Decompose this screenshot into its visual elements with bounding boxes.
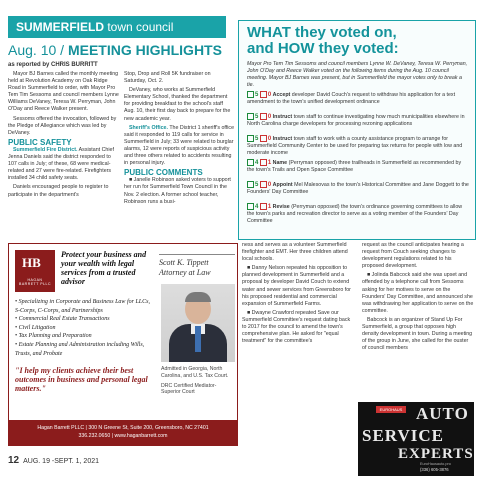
paragraph: ■ Jolinda Babcock said she was upset and offended by a telephone call from Sessoms asking for her motives to serve on the Founders' Day Committee, and announced she was withdrawing her application to serve on the committee. [362,272,474,314]
checkmark-icon [247,113,254,120]
ad-tagline: Protect your business and your wealth with legal services from a trusted advisor [61,250,147,286]
x-mark-icon [260,203,267,210]
yes-count: 5 [255,113,259,120]
paragraph: Mayor BJ Barnes called the monthly meeting held at Revolution Academy on Oak Ridge Road in Summerfield to order, with Mayor Pro Tem Tim Sessoms and council members Lynne Williams DeVaney, Teresa W. Perryman, John O'Day and Reece Walker present. [8,71,119,113]
vote-item [247,113,469,128]
article-column-middle [124,71,234,208]
paragraph: ness and serves as a volunteer Summerfield firefighter and EMT. Her three children attend local schools. [242,242,348,263]
x-mark-icon [260,159,267,166]
logo-subtitle: HAGAN BARRETT PLLC [19,278,51,286]
paragraph: Babcock is an organizer of Stand Up For Summerfield, a group that opposes high density development in town. During a meeting of the group in June, she called for the ouster of council members [362,316,473,352]
vote-text: (Perryman opposed) three trailheads in Summerfield as recommended by the town's Trails and Open Space Committee [247,159,462,173]
paragraph: Daniels encouraged people to register to participate in the department's [8,184,109,198]
section-heading: PUBLIC SAFETY [8,137,72,147]
headline-title: MEETING HIGHLIGHTS [67,42,222,58]
checkmark-icon [247,203,254,210]
eurohaus-logo: EUROHAUS [376,406,406,413]
no-count: 0 [267,181,272,188]
ad-website[interactable]: EuroHausauto.pro [420,462,451,466]
ad-headline-line: SERVICE [362,426,444,445]
vote-text: Mel Malesovas to the town's Historical Committee and Jane Doggett to the Founders' Day Committee [247,181,469,195]
page-number: 12 [8,455,20,466]
no-count: 1 [267,159,272,166]
checkmark-icon [247,159,254,166]
paragraph [8,147,120,182]
headline-date: Aug. 10 / [8,42,68,58]
inline-heading: Sheriff's Office. [129,124,168,131]
service-item: • Commercial Real Estate Transactions [15,316,110,323]
paragraph: Stop, Drop and Roll 5K fundraiser on Saturday, Oct. 2. [124,71,211,85]
section-heading: PUBLIC COMMENTS [124,168,203,178]
no-count: 0 [267,113,272,120]
section-sub: town council [104,20,174,34]
attorney-name-block [159,254,235,277]
attorney-title: Attorney at Law [159,267,211,277]
service-item: • Tax Planning and Preparation [15,333,92,340]
firm-logo [15,250,55,292]
vote-action: Name [272,159,288,166]
yes-count: 4 [255,159,259,166]
paragraph: ■ Janelle Robinson asked voters to support her run for Summerfield Town Council in the Nov. 2 election. A former school teacher, Robinson runs a busi- [124,177,231,205]
attorney-credentials [161,366,237,396]
x-mark-icon [260,91,267,98]
auto-service-ad[interactable] [358,402,474,476]
no-count: 1 [267,203,272,210]
ad-headline-line: AUTO [416,404,469,423]
vote-text: developer David Couch's request to withdraw his application for a text amendment to the town's unified development ordinance [247,91,456,105]
paragraph [124,125,234,168]
services-list [15,298,155,358]
byline: as reported by CHRIS BURRITT [8,62,98,68]
paragraph: ■ Dwayne Crawford repeated Save our Summerfield Committee's request dating back to 2017 for the council to amend the town's comprehensive plan. He asked for "equal treatment" for the committee's [242,309,351,345]
paragraph: DeVaney, who works at Summerfield Elementary School, thanked the department for providing breakfast to the school's staff Aug. 10, their first day back to prepare for the new academic year. [124,87,231,122]
service-item: • Specializing in Corporate and Business Law for LLCs, S-Corps, C-Corps, and Partnerships [15,299,150,314]
vote-action: Instruct [272,135,293,142]
page-title [8,42,240,58]
yes-count: 5 [255,135,259,142]
yes-count: 5 [255,181,259,188]
credential-line: DRC Certified Mediator- Superior Court [161,382,217,396]
section-name: SUMMERFIELD [16,20,104,34]
x-mark-icon [260,135,267,142]
logo-letters: HB [22,255,41,270]
vote-text: (Perryman opposed) the town's ordinance governing committees to allow the town's parks and recreation director to serve as a voting member of the Founders' Day Committee [247,203,463,224]
issue-date: AUG. 19 -SEPT. 1, 2021 [23,458,99,465]
checkmark-icon [247,181,254,188]
vote-text: town staff to continue investigating how much municipalities elsewhere in North Carolina charge developers for processing rezoning applications [247,113,465,127]
checkmark-icon [247,135,254,142]
yes-count: 4 [255,203,259,210]
law-firm-ad[interactable] [8,243,238,446]
paragraph: ■ Danny Nelson repeated his opposition to planned development in Summerfield and a proposal by developer David Couch to extend water and sewer services from Greensboro for his proposed residential and commercial expansion of Summerfield Farms. [242,265,351,307]
votes-intro: Mayor Pro Tem Tim Sessoms and council members Lynne W. DeVaney, Teresa W. Perryman, John O'Day and Reece Walker voted on the following items during the Aug. 10 council meeting. Mayor BJ Barnes was present, but in Summerfield the mayor votes only to break a tie. [247,61,468,88]
service-item: • Civil Litigation [15,324,56,331]
ad-headline-line: EXPERTS [398,446,474,462]
service-item: • Estate Planning and Administration including Wills, Trusts, and Probate [15,341,145,357]
vote-item [247,135,469,157]
attorney-photo [161,284,235,362]
x-mark-icon [260,181,267,188]
vote-item [247,203,469,225]
vote-item [247,159,469,174]
inline-heading: Summerfield Fire District. [13,146,78,153]
ad-contact-bar[interactable] [9,420,237,446]
votes-box [238,20,476,240]
vote-action: Revise [272,203,290,210]
no-count: 0 [267,91,272,98]
paragraph: Sessoms offered the invocation, followed by the Pledge of Allegiance which was led by DeVaney. [8,115,117,136]
article-column-lower-middle [242,242,354,347]
ad-quote: "I help my clients achieve their best outcomes in business and personal legal matters." [15,366,148,393]
vote-action: Instruct [272,113,293,120]
credential-line: Admitted in Georgia, North Carolina, and U.S. Tax Court. [161,366,229,379]
article-column-lower-right [362,242,474,354]
vote-action: Appoint [272,181,293,188]
checkmark-icon [247,91,254,98]
paragraph-text: Assistant Chief Jenna Daniels said the district responded to 107 calls in July; of these, 68 were medical-related and 27 were fire-related. Firefighters installed 34 child safety seats. [8,146,114,182]
photo-tie [195,326,201,352]
yes-count: 5 [255,91,259,98]
page-footer [8,455,99,466]
paragraph-text: The District 1 sheriff's office said it responded to 119 calls for service in Summerfield in July; 33 were related to burglar alarms, 12 were reports of suspicious activity and three others related to accidents resulting in personal injury. [124,124,235,167]
no-count: 0 [267,135,272,142]
firm-contact[interactable]: 336.232.0650 | www.haganbarrett.com [78,433,168,439]
x-mark-icon [260,113,267,120]
section-ribbon [8,16,226,38]
votes-title-line: WHAT they voted on, [247,24,397,41]
firm-address: Hagan Barrett PLLC | 300 N Greene St, Suite 200, Greensboro, NC 27401 [37,425,209,431]
vote-item [247,91,469,106]
vote-text: town staff to work with a county assistance program to arrange for Summerfield Community Center to be used for preparing tax returns for people with low and moderate income [247,135,463,156]
paragraph: request as the council anticipates hearing a request from Couch seeking changes to development regulations related to his proposed development. [362,242,464,270]
votes-title [247,25,399,57]
attorney-name: Scott K. Tippett [159,258,209,267]
vote-item [247,181,469,196]
photo-hair [185,292,211,302]
ad-phone[interactable]: (336) 605-3876 [420,467,449,472]
vote-action: Accept [272,91,291,98]
article-column-left [8,71,120,201]
votes-title-line: and HOW they voted: [247,40,399,57]
